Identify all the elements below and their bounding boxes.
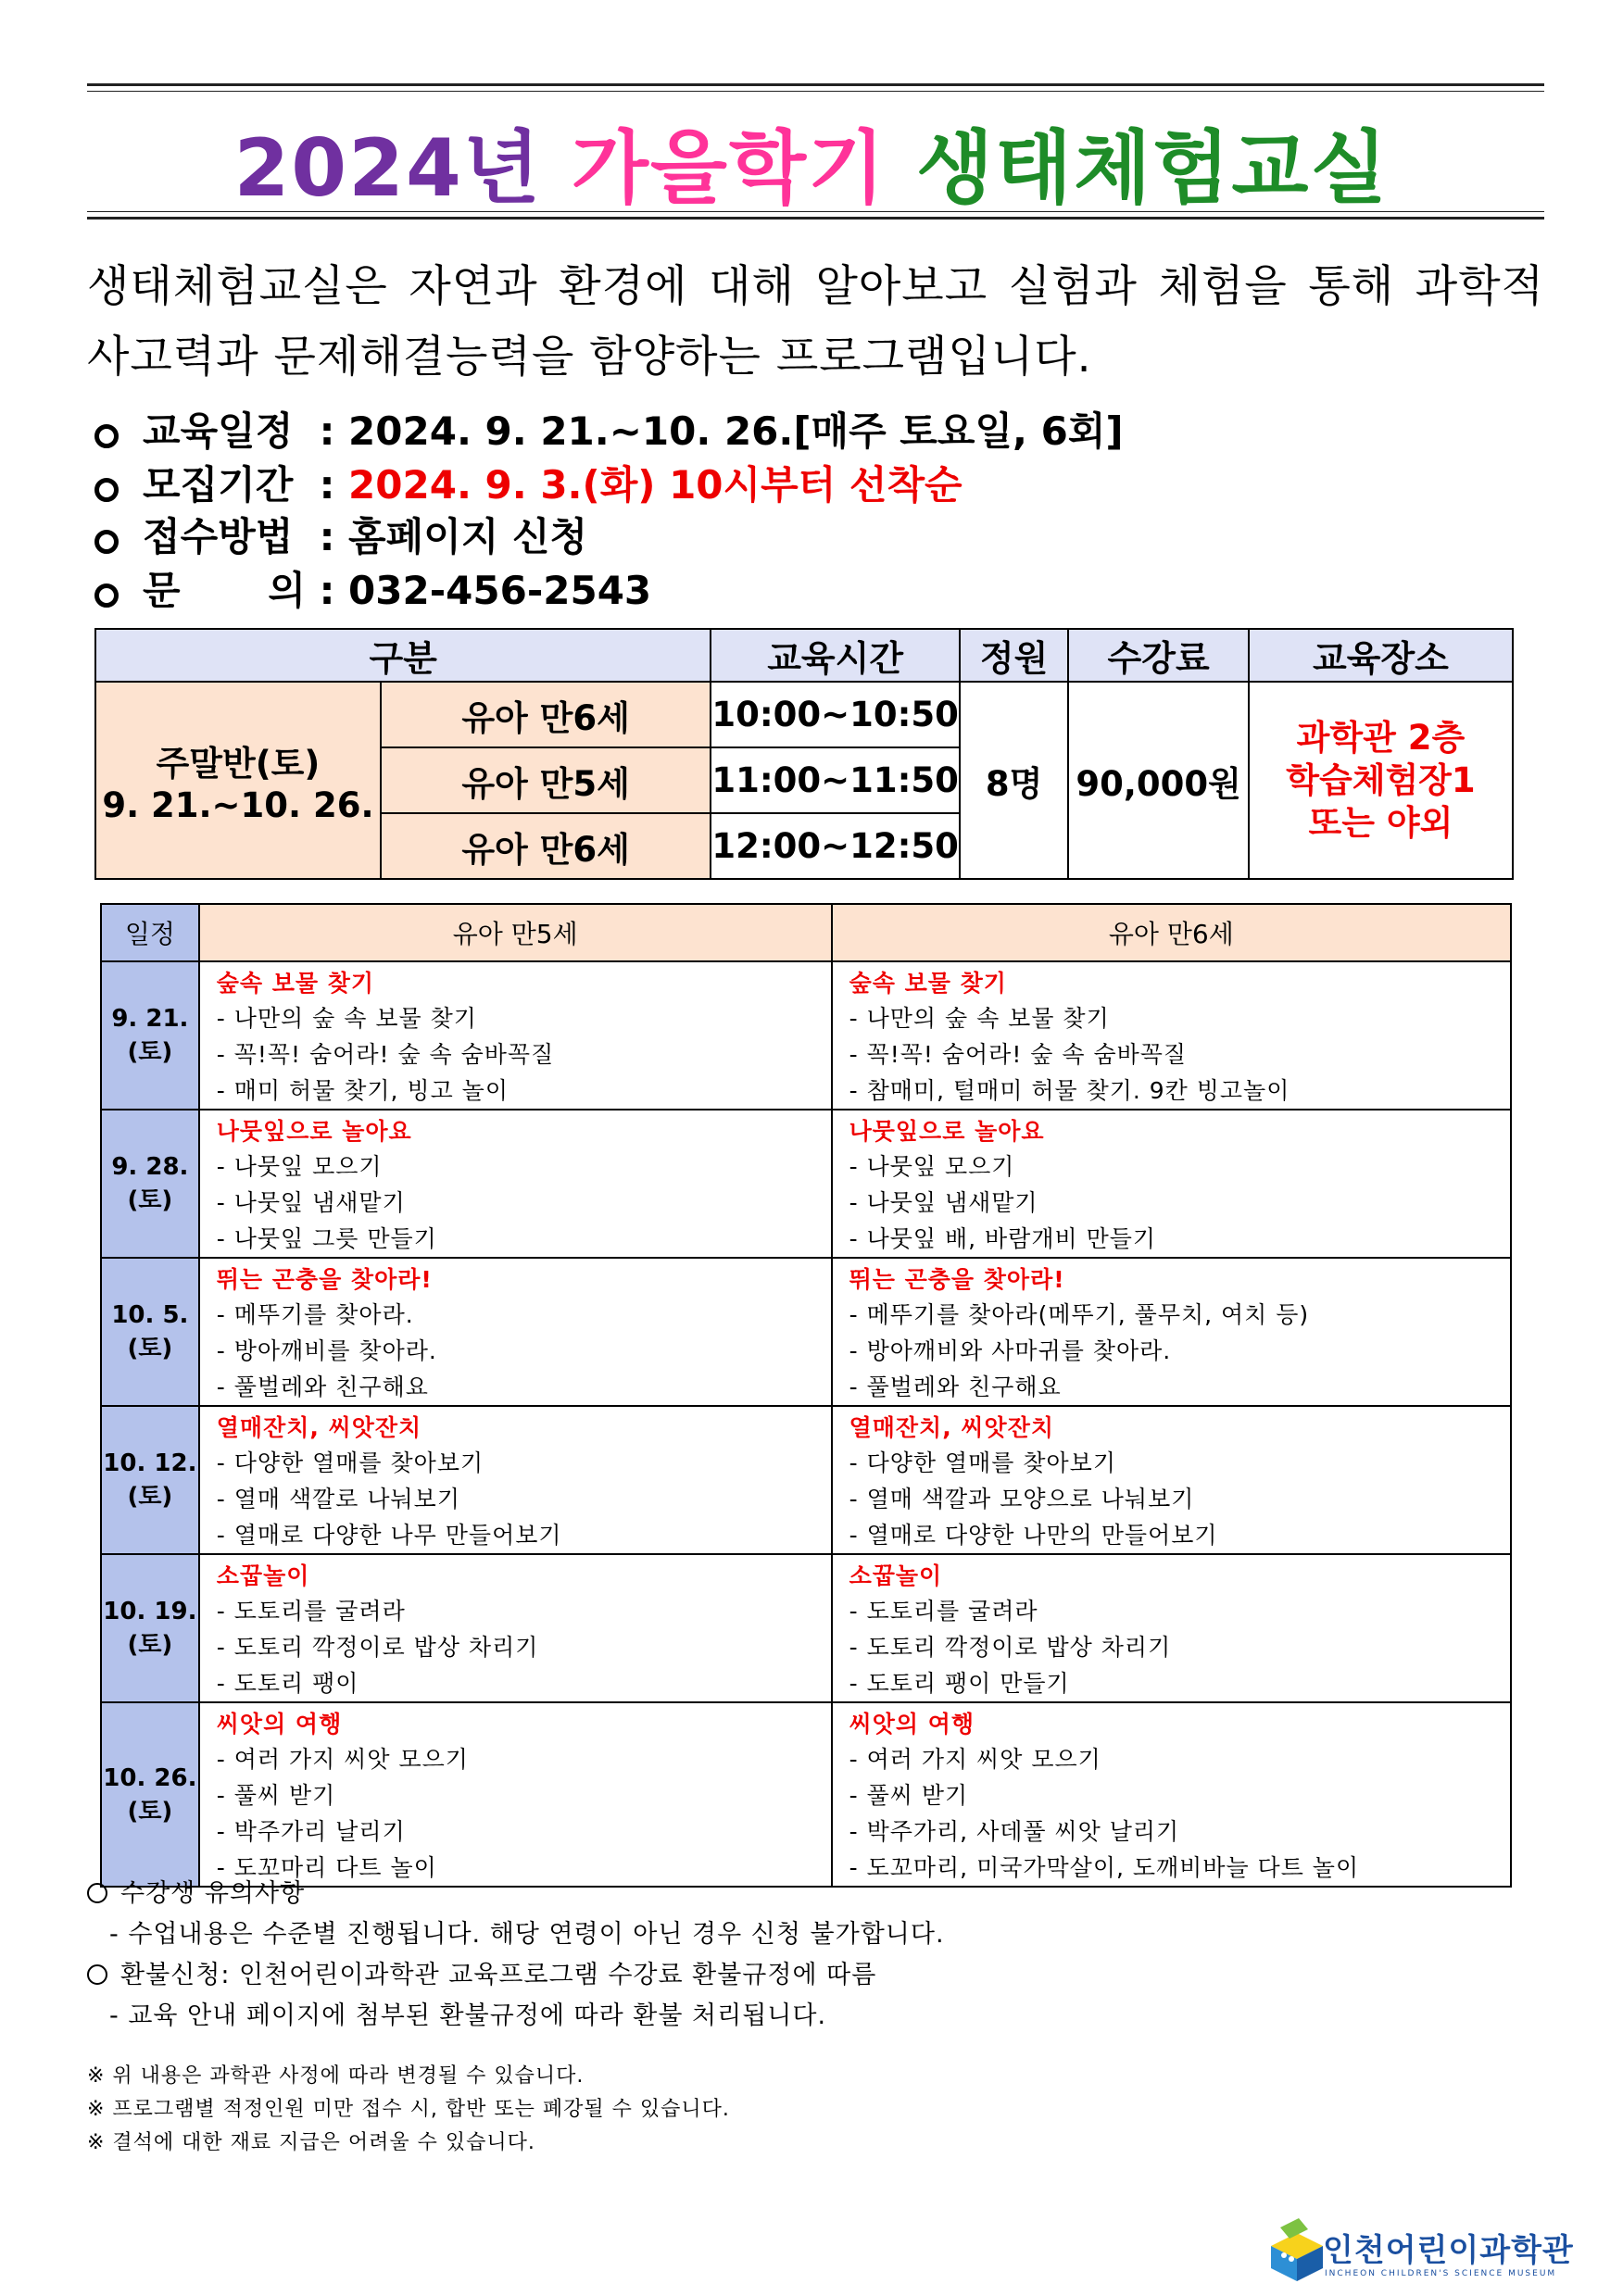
header-place: 교육장소 [1249, 629, 1513, 682]
top-rule [87, 83, 1544, 86]
activity-title: 씨앗의 여행 [849, 1711, 975, 1738]
note-refund-body: - 교육 안내 페이지에 첨부된 환불규정에 따라 환불 처리됩니다. [109, 2001, 827, 2030]
activity-item: - 나뭇잎 그릇 만들기 [216, 1225, 437, 1252]
footnote: ※ 위 내용은 과학관 사정에 따라 변경될 수 있습니다. [87, 2064, 585, 2088]
activity-item: - 나뭇잎 모으기 [849, 1153, 1015, 1180]
class-cell [95, 682, 381, 879]
header-fee: 수강료 [1068, 629, 1249, 682]
activity-title: 나뭇잎으로 놀아요 [216, 1118, 412, 1145]
activity-item: - 도토리를 굴려라 [216, 1598, 406, 1625]
header-age6: 유아 만6세 [832, 904, 1511, 961]
header-capacity: 정원 [960, 629, 1068, 682]
activity-title: 씨앗의 여행 [216, 1711, 343, 1738]
title-season: 가을학기 [571, 122, 887, 215]
note-refund-head: 환불신청: 인천어린이과학관 교육프로그램 수강료 환불규정에 따름 [87, 1954, 876, 1990]
schedule-date: 10. 19. (토) [101, 1554, 199, 1702]
footnote: ※ 프로그램별 적정인원 미만 접수 시, 합반 또는 폐강될 수 있습니다. [87, 2098, 730, 2121]
schedule-age5-cell [199, 1258, 832, 1406]
schedule-row [101, 1554, 1511, 1702]
circle-bullet-icon [94, 478, 119, 502]
schedule-row [101, 1110, 1511, 1258]
schedule-date: 9. 28. (토) [101, 1110, 199, 1258]
bottom-rule-thin [87, 211, 1544, 212]
schedule-age6-cell [832, 1554, 1511, 1702]
time-cell: 10:00~10:50 [711, 682, 960, 747]
info-contact: 문 의 : 032-456-2543 [94, 565, 651, 617]
schedule-date: 10. 5. (토) [101, 1258, 199, 1406]
activity-item: - 참매미, 털매미 허물 찾기. 9칸 빙고놀이 [849, 1077, 1290, 1104]
logo-name: 인천어린이과학관 [1323, 2232, 1574, 2269]
circle-bullet-icon [87, 1883, 107, 1903]
header-date: 일정 [101, 904, 199, 961]
header-category: 구분 [95, 629, 711, 682]
logo-subtitle: INCHEON CHILDREN'S SCIENCE MUSEUM [1325, 2269, 1557, 2278]
top-rule-thin [87, 91, 1544, 92]
activity-item: - 열매 색깔로 나눠보기 [216, 1486, 460, 1512]
schedule-age6-cell [832, 1406, 1511, 1554]
activity-item: - 도토리 깍정이로 밥상 차리기 [849, 1634, 1172, 1661]
schedule-age5-cell [199, 961, 832, 1110]
schedule-row [101, 961, 1511, 1110]
activity-item: - 방아깨비를 찾아라. [216, 1337, 437, 1364]
info-apply: 접수방법 : 홈페이지 신청 [94, 511, 587, 563]
activity-title: 열매잔치, 씨앗잔치 [849, 1414, 1055, 1441]
activity-item: - 풀벌레와 친구해요 [849, 1374, 1062, 1400]
activity-item: - 도꼬마리 다트 놀이 [216, 1854, 437, 1881]
activity-title: 뛰는 곤충을 찾아라! [216, 1266, 433, 1293]
time-cell: 11:00~11:50 [711, 747, 960, 813]
activity-title: 뛰는 곤충을 찾아라! [849, 1266, 1065, 1293]
schedule-age5-cell [199, 1406, 832, 1554]
activity-item: - 다양한 열매를 찾아보기 [216, 1449, 484, 1476]
schedule-date: 10. 12. (토) [101, 1406, 199, 1554]
activity-item: - 나만의 숲 속 보물 찾기 [849, 1005, 1110, 1032]
activity-item: - 박주가리, 사데풀 씨앗 날리기 [849, 1818, 1180, 1845]
activity-item: - 풀씨 받기 [849, 1782, 969, 1809]
activity-item: - 나뭇잎 배, 바람개비 만들기 [849, 1225, 1157, 1252]
activity-item: - 메뚜기를 찾아라(메뚜기, 풀무치, 여치 등) [849, 1301, 1310, 1328]
activity-item: - 도토리 팽이 만들기 [849, 1670, 1070, 1697]
activity-item: - 여러 가지 씨앗 모으기 [216, 1746, 469, 1773]
time-cell: 12:00~12:50 [711, 813, 960, 879]
activity-item: - 나뭇잎 냄새맡기 [216, 1189, 406, 1216]
activity-title: 열매잔치, 씨앗잔치 [216, 1414, 422, 1441]
class-name: 주말반(토) [156, 744, 321, 784]
activity-title: 숲속 보물 찾기 [216, 970, 375, 997]
circle-bullet-icon [94, 583, 119, 608]
age-cell: 유아 만6세 [381, 813, 711, 879]
circle-bullet-icon [87, 1964, 107, 1985]
activity-item: - 나뭇잎 냄새맡기 [849, 1189, 1038, 1216]
circle-bullet-icon [94, 530, 119, 554]
schedule-age6-cell [832, 1258, 1511, 1406]
age-cell: 유아 만5세 [381, 747, 711, 813]
activity-item: - 박주가리 날리기 [216, 1818, 406, 1845]
schedule-row [101, 1702, 1511, 1887]
activity-title: 소꿉놀이 [216, 1562, 310, 1589]
activity-item: - 방아깨비와 사마귀를 찾아라. [849, 1337, 1172, 1364]
activity-title: 숲속 보물 찾기 [849, 970, 1007, 997]
activity-item: - 도꼬마리, 미국가막살이, 도깨비바늘 다트 놀이 [849, 1854, 1360, 1881]
activity-item: - 풀씨 받기 [216, 1782, 336, 1809]
title-program: 생태체험교실 [916, 122, 1390, 215]
schedule-age6-cell [832, 961, 1511, 1110]
header-time: 교육시간 [711, 629, 960, 682]
info-recruit: 모집기간 : 2024. 9. 3.(화) 10시부터 선착순 [94, 459, 962, 511]
schedule-age5-cell [199, 1110, 832, 1258]
activity-item: - 도토리 깍정이로 밥상 차리기 [216, 1634, 539, 1661]
activity-item: - 매미 허물 찾기, 빙고 놀이 [216, 1077, 509, 1104]
schedule-date: 9. 21. (토) [101, 961, 199, 1110]
activity-title: 나뭇잎으로 놀아요 [849, 1118, 1045, 1145]
schedule-row [101, 1406, 1511, 1554]
bottom-rule [87, 217, 1544, 220]
activity-item: - 메뚜기를 찾아라. [216, 1301, 414, 1328]
activity-item: - 여러 가지 씨앗 모으기 [849, 1746, 1101, 1773]
activity-title: 소꿉놀이 [849, 1562, 943, 1589]
age-cell: 유아 만6세 [381, 682, 711, 747]
title-year: 2024년 [233, 122, 542, 215]
activity-item: - 나뭇잎 모으기 [216, 1153, 383, 1180]
activity-item: - 다양한 열매를 찾아보기 [849, 1449, 1116, 1476]
activity-item: - 꼭!꼭! 숨어라! 숲 속 숨바꼭질 [849, 1041, 1188, 1068]
class-dates: 9. 21.~10. 26. [102, 785, 374, 825]
schedule-age6-cell [832, 1110, 1511, 1258]
activity-item: - 풀벌레와 친구해요 [216, 1374, 429, 1400]
activity-item: - 열매로 다양한 나무 만들어보기 [216, 1522, 562, 1549]
place-cell: 과학관 2층 학습체험장1 또는 야외 [1249, 682, 1513, 879]
page-title [0, 104, 1623, 219]
note-caution-head: 수강생 유의사항 [87, 1873, 305, 1909]
activity-item: - 도토리 팽이 [216, 1670, 359, 1697]
fee-cell: 90,000원 [1068, 682, 1249, 879]
activity-item: - 도토리를 굴려라 [849, 1598, 1038, 1625]
footnote: ※ 결석에 대한 재료 지급은 어려울 수 있습니다. [87, 2131, 535, 2154]
intro-text: 생태체험교실은 자연과 환경에 대해 알아보고 실험과 체험을 통해 과학적 사고력과 문제해결능력을 함양하는 프로그램입니다. [87, 261, 1544, 383]
note-caution-body: - 수업내용은 수준별 진행됩니다. 해당 연령이 아닌 경우 신청 불가합니다. [109, 1920, 945, 1949]
overview-table [94, 628, 1514, 880]
activity-item: - 꼭!꼭! 숨어라! 숲 속 숨바꼭질 [216, 1041, 555, 1068]
schedule-age5-cell [199, 1702, 832, 1887]
capacity-cell: 8명 [960, 682, 1068, 879]
schedule-age5-cell [199, 1554, 832, 1702]
header-age5: 유아 만5세 [199, 904, 832, 961]
schedule-age6-cell [832, 1702, 1511, 1887]
schedule-table [100, 903, 1512, 1888]
activity-item: - 열매 색깔과 모양으로 나눠보기 [849, 1486, 1195, 1512]
schedule-date: 10. 26. (토) [101, 1702, 199, 1887]
activity-item: - 열매로 다양한 나만의 만들어보기 [849, 1522, 1218, 1549]
activity-item: - 나만의 숲 속 보물 찾기 [216, 1005, 477, 1032]
info-schedule: 교육일정 : 2024. 9. 21.~10. 26.[매주 토요일, 6회] [94, 406, 1124, 458]
schedule-row [101, 1258, 1511, 1406]
circle-bullet-icon [94, 424, 119, 448]
